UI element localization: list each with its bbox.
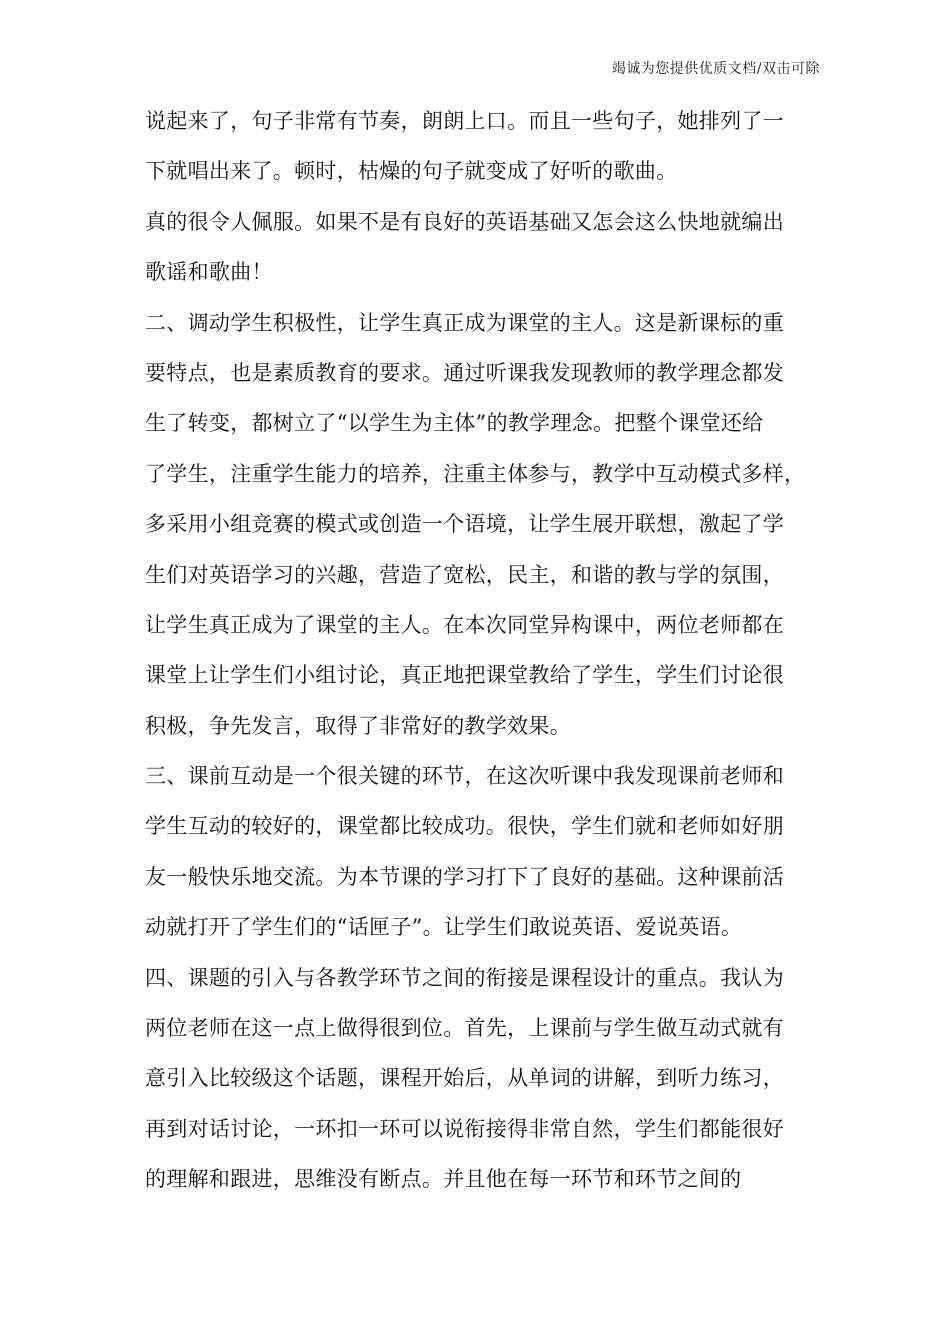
header-note: 竭诚为您提供优质文档/双击可除: [611, 61, 820, 77]
text-line: 要特点，也是素质教育的要求。通过听课我发现教师的教学理念都发: [145, 360, 784, 385]
text-line: 了学生，注重学生能力的培养，注重主体参与，教学中互动模式多样，: [145, 461, 806, 486]
text-line: 多采用小组竞赛的模式或创造一个语境，让学生展开联想，激起了学: [145, 512, 784, 537]
text-line: 积极，争先发言，取得了非常好的教学效果。: [145, 713, 571, 738]
document-body: [145, 96, 825, 1205]
text-line: 课堂上让学生们小组讨论，真正地把课堂教给了学生，学生们讨论很: [145, 663, 784, 688]
text-line: 学生互动的较好的，课堂都比较成功。很快，学生们就和老师如好朋: [145, 814, 784, 839]
text-line: 两位老师在这一点上做得很到位。首先，上课前与学生做互动式就有: [145, 1016, 784, 1041]
text-line: 说起来了，句子非常有节奏，朗朗上口。而且一些句子，她排列了一: [145, 109, 784, 133]
text-line: 真的很令人佩服。如果不是有良好的英语基础又怎会这么快地就编出: [145, 209, 784, 234]
text-line: 四、课题的引入与各教学环节之间的衔接是课程设计的重点。我认为: [145, 965, 784, 990]
text-line: 下就唱出来了。顿时，枯燥的句子就变成了好听的歌曲。: [145, 159, 678, 184]
text-line: 动就打开了学生们的“话匣子”。让学生们敢说英语、爱说英语。: [145, 915, 743, 940]
text-line: 再到对话讨论，一环扣一环可以说衔接得非常自然，学生们都能很好: [145, 1116, 784, 1141]
text-line: 歌谣和歌曲！: [145, 260, 273, 285]
text-line: 二、调动学生积极性，让学生真正成为课堂的主人。这是新课标的重: [145, 310, 784, 335]
text-line: 友一般快乐地交流。为本节课的学习打下了良好的基础。这种课前活: [145, 864, 784, 889]
text-line: 三、课前互动是一个很关键的环节，在这次听课中我发现课前老师和: [145, 764, 784, 789]
text-line: 让学生真正成为了课堂的主人。在本次同堂异构课中，两位老师都在: [145, 612, 784, 637]
text-line: 生们对英语学习的兴趣，营造了宽松，民主，和谐的教与学的氛围，: [145, 562, 784, 587]
text-line: 意引入比较级这个话题，课程开始后，从单词的讲解，到听力练习，: [145, 1066, 784, 1091]
text-line: 的理解和跟进，思维没有断点。并且他在每一环节和环节之间的: [145, 1167, 742, 1192]
text-line: 生了转变，都树立了“以学生为主体”的教学理念。把整个课堂还给: [145, 411, 764, 436]
